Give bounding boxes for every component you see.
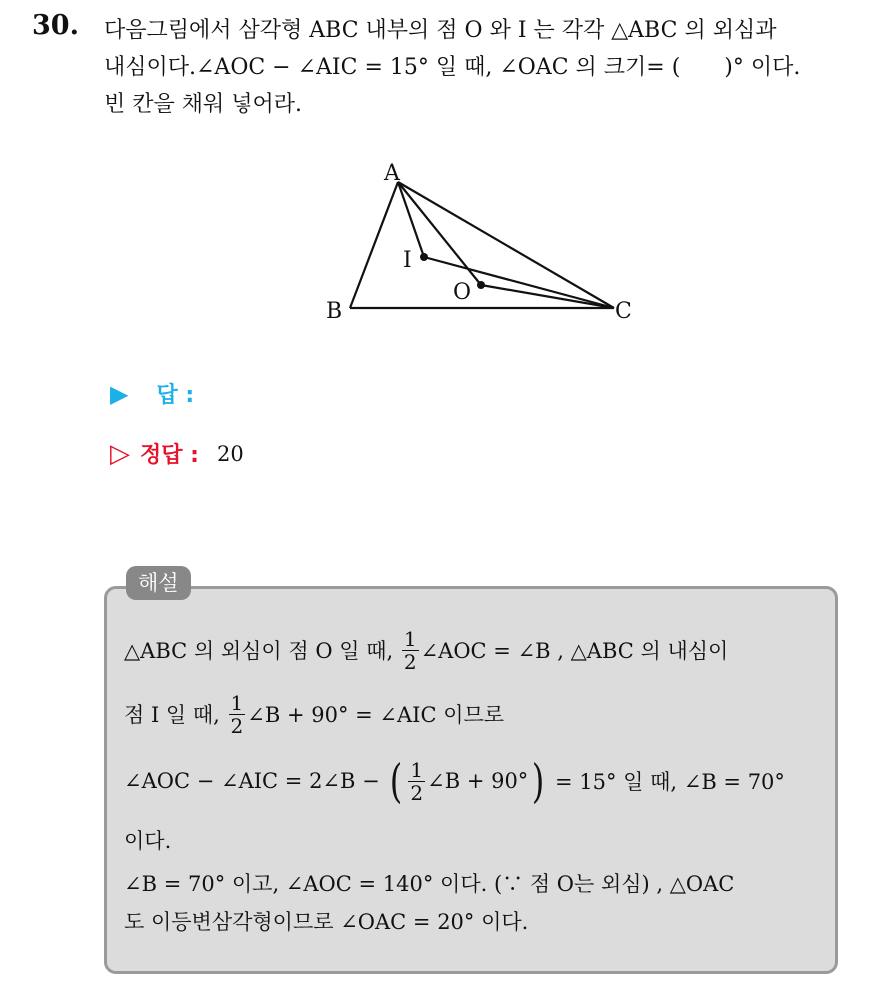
answer-row (110, 378, 212, 409)
fraction-denominator: 2 (230, 713, 244, 738)
fraction-numerator: 1 (403, 626, 417, 651)
explanation-text: 점 I 일 때, (124, 703, 220, 727)
answer-label: 답 : (156, 383, 195, 408)
edge-ab (350, 182, 398, 308)
answer-marker-icon: ▶ (110, 379, 129, 408)
explanation-text: ∠B + 90° (427, 769, 529, 793)
correct-answer-value: 20 (216, 441, 244, 466)
fraction-denominator: 2 (410, 780, 424, 805)
point-o (477, 281, 485, 289)
right-paren: ) (532, 754, 545, 808)
left-paren: ( (390, 754, 403, 808)
explanation-line-3 (124, 746, 834, 816)
problem-line-1: 다음그림에서 삼각형 ABC 내부의 점 O 와 I 는 각각 △ABC 의 외심과 (104, 18, 777, 43)
explanation-text: △ABC 의 외심이 점 O 일 때, (124, 639, 394, 663)
explanation-text: ∠B + 90° = ∠AIC 이므로 (247, 703, 505, 727)
label-o: O (453, 280, 472, 305)
label-c: C (615, 299, 632, 324)
explanation-text: = 15° 일 때, ∠B = 70° (554, 770, 785, 794)
explanation-line-2 (124, 682, 834, 746)
problem-line-2-start: 내심이다.∠AOC − ∠AIC = 15° 일 때, ∠OAC 의 크기= ( (104, 55, 681, 80)
explanation-line-4: 이다. (124, 829, 172, 853)
label-a: A (384, 161, 400, 186)
explanation-line-1 (124, 618, 834, 682)
explanation-tag: 해설 (126, 566, 191, 600)
point-i (420, 253, 428, 261)
label-b: B (326, 299, 343, 324)
problem-line-2 (104, 49, 864, 86)
fraction-numerator: 1 (410, 757, 424, 782)
fraction-half (408, 759, 425, 804)
correct-answer-marker-icon: ▷ (110, 438, 130, 469)
fraction-half (229, 692, 246, 737)
label-i: I (403, 248, 412, 273)
problem-statement (104, 12, 864, 123)
problem-line-2-end: )° 이다. (724, 55, 801, 80)
fraction-denominator: 2 (403, 649, 417, 674)
fraction-half (402, 628, 419, 673)
segment-ai (398, 182, 424, 257)
correct-answer-row (110, 438, 244, 469)
explanation-text: ∠AOC = ∠B , △ABC 의 내심이 (420, 639, 729, 663)
problem-line-3: 빈 칸을 채워 넣어라. (104, 92, 302, 117)
correct-answer-label: 정답 : (140, 443, 199, 468)
fraction-numerator: 1 (230, 690, 244, 715)
explanation-line-5: ∠B = 70° 이고, ∠AOC = 140° 이다. (∵ 점 O는 외심) , △OAC (124, 872, 735, 896)
explanation-content (124, 618, 834, 940)
explanation-line-6: 도 이등변삼각형이므로 ∠OAC = 20° 이다. (124, 910, 529, 934)
explanation-text: ∠AOC − ∠AIC = 2∠B − (124, 769, 380, 793)
problem-number: 30. (32, 10, 79, 41)
triangle-figure (318, 150, 658, 330)
